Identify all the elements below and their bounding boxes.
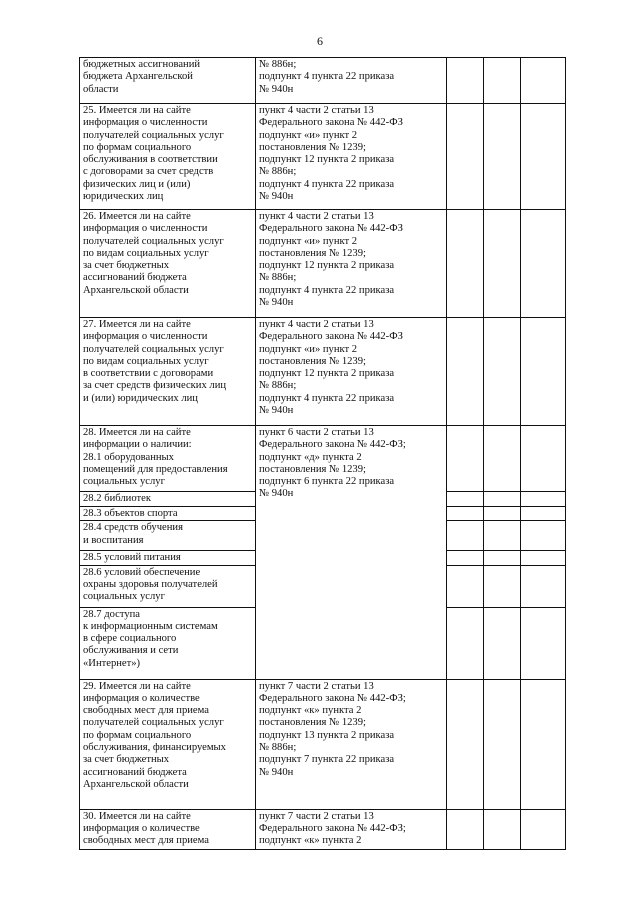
answer-cell	[521, 521, 566, 551]
text-line: информация о численности	[83, 331, 208, 343]
answer-cell	[447, 551, 484, 565]
answer-cell	[484, 426, 521, 492]
text-line: постановления № 1239;	[259, 355, 366, 367]
table-row	[80, 210, 566, 318]
answer-cell	[521, 607, 566, 679]
text-line: подпункт 4 пункта 22 приказа	[259, 284, 395, 296]
text-line: Федерального закона № 442-ФЗ;	[259, 692, 406, 704]
question-cell	[80, 565, 256, 607]
text-line: пункт 4 части 2 статьи 13	[259, 319, 374, 330]
text-line: подпункт «д» пункта 2	[259, 451, 362, 463]
text-line: пункт 4 части 2 статьи 13	[259, 105, 374, 116]
answer-cell	[521, 104, 566, 210]
legal-basis-cell	[256, 426, 447, 680]
text-line: обслуживания в соответствии	[83, 154, 218, 166]
answer-cell	[521, 565, 566, 607]
question-cell	[80, 104, 256, 210]
text-line: подпункт 12 пункта 2 приказа	[259, 260, 395, 272]
answer-cell	[521, 551, 566, 565]
text-line: подпункт «к» пункта 2	[259, 835, 362, 847]
text-line: свободных мест для приема	[83, 705, 209, 717]
answer-cell	[484, 210, 521, 318]
text-line: 29. Имеется ли на сайте	[83, 680, 191, 692]
answer-cell	[484, 521, 521, 551]
answer-cell	[447, 104, 484, 210]
text-line: бюджета Архангельской	[83, 71, 193, 83]
answer-cell	[521, 809, 566, 849]
text-line: по формам социального	[83, 141, 192, 153]
text-line: Федерального закона № 442-ФЗ;	[259, 439, 406, 451]
text-line: области	[83, 83, 119, 95]
text-line: 27. Имеется ли на сайте	[83, 319, 191, 330]
text-line: охраны здоровья получателей	[83, 578, 218, 590]
text-line: Архангельской области	[83, 778, 189, 790]
answer-cell	[484, 809, 521, 849]
answer-cell	[521, 58, 566, 104]
table-row	[80, 809, 566, 849]
text-line: Архангельской области	[83, 284, 189, 296]
text-line: получателей социальных услуг	[83, 129, 224, 141]
question-cell	[80, 551, 256, 565]
text-line: постановления № 1239;	[259, 717, 366, 729]
text-line: информация о количестве	[83, 822, 200, 834]
table-row	[80, 58, 566, 104]
answer-cell	[484, 565, 521, 607]
legal-basis-cell	[256, 318, 447, 426]
text-line: 28. Имеется ли на сайте	[83, 427, 191, 438]
text-line: подпункт 12 пункта 2 приказа	[259, 368, 395, 380]
text-line: по видам социальных услуг	[83, 247, 209, 259]
answer-cell	[447, 58, 484, 104]
text-line: свободных мест для приема	[83, 835, 209, 847]
text-line: № 940н	[259, 83, 294, 95]
answer-cell	[447, 318, 484, 426]
question-cell	[80, 607, 256, 679]
text-line: подпункт 13 пункта 2 приказа	[259, 729, 395, 741]
legal-basis-cell	[256, 679, 447, 809]
legal-basis-cell	[256, 58, 447, 104]
text-line: № 940н	[259, 297, 294, 309]
text-line: информация о численности	[83, 117, 208, 129]
answer-cell	[521, 507, 566, 521]
text-line: пункт 7 части 2 статьи 13	[259, 680, 374, 692]
text-line: подпункт 7 пункта 22 приказа	[259, 754, 395, 766]
page-number: 6	[317, 34, 323, 48]
text-line: и (или) юридических лиц	[83, 392, 198, 404]
question-cell	[80, 507, 256, 521]
answer-cell	[447, 607, 484, 679]
question-cell	[80, 492, 256, 507]
question-cell	[80, 426, 256, 492]
table-row-28	[80, 426, 566, 492]
text-line: помещений для предоставления	[83, 463, 228, 475]
text-line: пункт 7 части 2 статьи 13	[259, 810, 374, 822]
text-line: получателей социальных услуг	[83, 343, 224, 355]
text-line: постановления № 1239;	[259, 247, 366, 259]
text-line: подпункт «и» пункт 2	[259, 343, 358, 355]
text-line: за счет бюджетных	[83, 260, 170, 272]
text-line: 28.7 доступа	[83, 608, 140, 620]
text-line: № 940н	[259, 405, 294, 417]
text-line: пункт 6 части 2 статьи 13	[259, 427, 374, 438]
answer-cell	[484, 318, 521, 426]
text-line: за счет средств физических лиц	[83, 380, 227, 392]
answer-cell	[484, 492, 521, 507]
answer-cell	[521, 426, 566, 492]
text-line: подпункт 4 пункта 22 приказа	[259, 71, 395, 83]
text-line: 28.5 условий питания	[83, 552, 181, 564]
text-line: 28.6 условий обеспечение	[83, 566, 201, 578]
answer-cell	[521, 492, 566, 507]
text-line: № 886н;	[259, 272, 297, 284]
text-line: информация о количестве	[83, 692, 200, 704]
text-line: Федерального закона № 442-ФЗ	[259, 223, 403, 235]
text-line: ассигнований бюджета	[83, 272, 187, 284]
answer-cell	[447, 492, 484, 507]
text-line: «Интернет»)	[83, 657, 141, 669]
text-line: по видам социальных услуг	[83, 355, 209, 367]
legal-basis-cell	[256, 809, 447, 849]
text-line: социальных услуг	[83, 591, 165, 603]
text-line: № 940н	[259, 766, 294, 778]
text-line: подпункт «к» пункта 2	[259, 705, 362, 717]
text-line: за счет бюджетных	[83, 754, 170, 766]
answer-cell	[447, 521, 484, 551]
answer-cell	[521, 210, 566, 318]
text-line: № 886н;	[259, 742, 297, 754]
text-line: подпункт «и» пункт 2	[259, 235, 358, 247]
audit-table	[79, 57, 566, 850]
question-cell	[80, 521, 256, 551]
text-line: в сфере социального	[83, 633, 177, 645]
text-line: подпункт «и» пункт 2	[259, 129, 358, 141]
question-cell	[80, 809, 256, 849]
answer-cell	[447, 210, 484, 318]
answer-cell	[521, 679, 566, 809]
question-cell	[80, 679, 256, 809]
text-line: подпункт 4 пункта 22 приказа	[259, 392, 395, 404]
text-line: 28.3 объектов спорта	[83, 508, 178, 519]
answer-cell	[484, 58, 521, 104]
text-line: информация о численности	[83, 223, 208, 235]
text-line: подпункт 6 пункта 22 приказа	[259, 476, 395, 488]
text-line: с договорами за счет средств	[83, 166, 214, 178]
text-line: физических лиц и (или)	[83, 178, 191, 190]
text-line: обслуживания и сети	[83, 645, 179, 657]
question-cell	[80, 210, 256, 318]
answer-cell	[447, 679, 484, 809]
text-line: получателей социальных услуг	[83, 717, 224, 729]
answer-cell	[447, 809, 484, 849]
text-line: № 886н;	[259, 380, 297, 392]
answer-cell	[484, 607, 521, 679]
text-line: Федерального закона № 442-ФЗ;	[259, 822, 406, 834]
text-line: № 886н;	[259, 166, 297, 178]
answer-cell	[484, 507, 521, 521]
text-line: ассигнований бюджета	[83, 766, 187, 778]
answer-cell	[447, 565, 484, 607]
text-line: 28.1 оборудованных	[83, 451, 174, 463]
table-row	[80, 104, 566, 210]
text-line: информации о наличии:	[83, 439, 192, 451]
text-line: подпункт 4 пункта 22 приказа	[259, 178, 395, 190]
question-cell	[80, 58, 256, 104]
text-line: юридических лиц	[83, 191, 164, 203]
answer-cell	[447, 426, 484, 492]
text-line: Федерального закона № 442-ФЗ	[259, 331, 403, 343]
text-line: № 940н	[259, 191, 294, 203]
answer-cell	[484, 551, 521, 565]
table-row	[80, 318, 566, 426]
text-line: по формам социального	[83, 729, 192, 741]
table-row	[80, 679, 566, 809]
text-line: 25. Имеется ли на сайте	[83, 105, 191, 116]
text-line: 26. Имеется ли на сайте	[83, 211, 191, 222]
text-line: обслуживания, финансируемых	[83, 742, 226, 754]
text-line: постановления № 1239;	[259, 463, 366, 475]
answer-cell	[484, 679, 521, 809]
text-line: подпункт 12 пункта 2 приказа	[259, 154, 395, 166]
answer-cell	[484, 104, 521, 210]
text-line: социальных услуг	[83, 476, 165, 488]
text-line: к информационным системам	[83, 620, 218, 632]
text-line: пункт 4 части 2 статьи 13	[259, 211, 374, 222]
text-line: 28.2 библиотек	[83, 493, 151, 504]
text-line: и воспитания	[83, 534, 144, 546]
text-line: получателей социальных услуг	[83, 235, 224, 247]
text-line: постановления № 1239;	[259, 141, 366, 153]
text-line: № 940н	[259, 488, 294, 500]
text-line: в соответствии с договорами	[83, 368, 214, 380]
text-line: бюджетных ассигнований	[83, 59, 201, 70]
answer-cell	[521, 318, 566, 426]
legal-basis-cell	[256, 104, 447, 210]
legal-basis-cell	[256, 210, 447, 318]
answer-cell	[447, 507, 484, 521]
question-cell	[80, 318, 256, 426]
text-line: № 886н;	[259, 59, 297, 70]
text-line: 28.4 средств обучения	[83, 522, 183, 534]
text-line: 30. Имеется ли на сайте	[83, 810, 191, 822]
text-line: Федерального закона № 442-ФЗ	[259, 117, 403, 129]
